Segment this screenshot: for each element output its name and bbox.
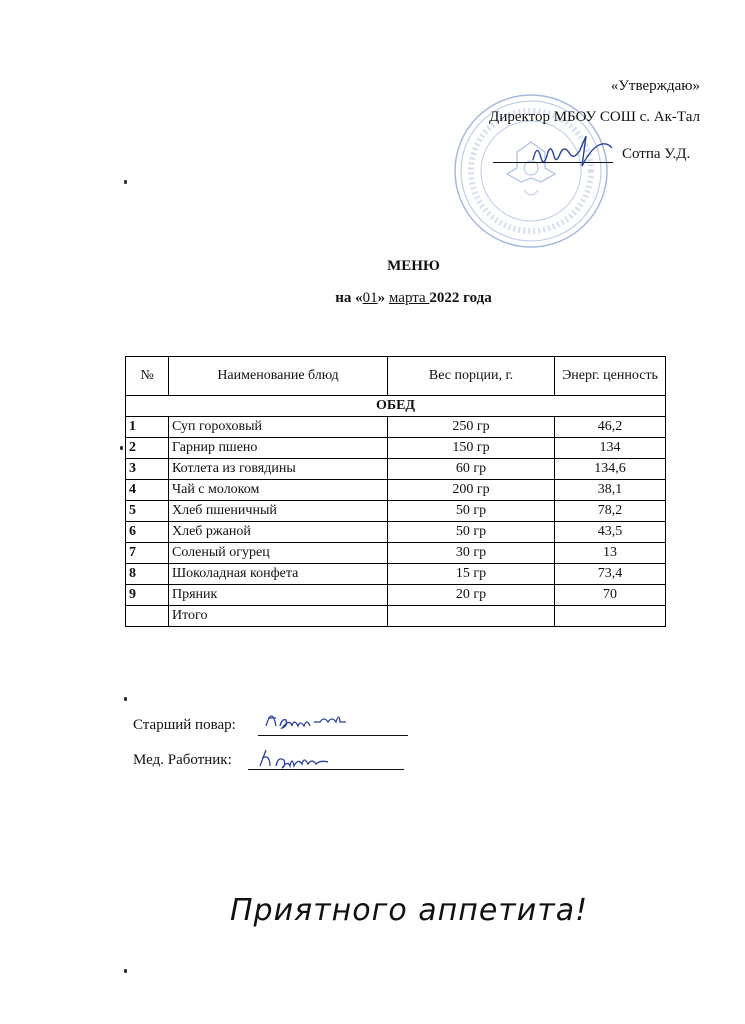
row-energy: 46,2 [555, 417, 666, 438]
row-weight: 50 гр [388, 501, 555, 522]
row-number: 5 [126, 501, 169, 522]
med-worker-label: Мед. Работник: [133, 752, 232, 768]
scan-speck [124, 697, 127, 701]
table-row [126, 417, 666, 438]
table-header-row [126, 357, 666, 396]
row-energy: 134,6 [555, 459, 666, 480]
approval-name: Сотпа У.Д. [622, 146, 691, 162]
approval-position: Директор МБОУ СОШ с. Ак-Тал [489, 109, 700, 125]
row-dish-name: Суп гороховый [169, 417, 388, 438]
total-number-cell [126, 606, 169, 627]
row-dish-name: Хлеб ржаной [169, 522, 388, 543]
row-dish-name: Гарнир пшено [169, 438, 388, 459]
row-dish-name: Котлета из говядины [169, 459, 388, 480]
menu-title: МЕНЮ [387, 258, 440, 274]
row-energy: 13 [555, 543, 666, 564]
med-worker-signature [254, 744, 354, 770]
section-row [126, 396, 666, 417]
row-energy: 134 [555, 438, 666, 459]
date-prefix: на « [335, 290, 363, 306]
total-row [126, 606, 666, 627]
total-energy-cell [555, 606, 666, 627]
row-number: 2 [126, 438, 169, 459]
header-number: № [126, 357, 169, 396]
table-row [126, 564, 666, 585]
chef-signature-line [258, 735, 408, 736]
menu-date [0, 290, 745, 307]
date-suffix: 2022 года [429, 290, 492, 306]
row-number: 3 [126, 459, 169, 480]
row-dish-name: Соленый огурец [169, 543, 388, 564]
date-day: 01 [362, 290, 378, 306]
table-row [126, 543, 666, 564]
footer-wish: Приятного аппетита! [230, 893, 589, 928]
menu-table [125, 356, 666, 627]
row-number: 8 [126, 564, 169, 585]
chef-signature [262, 702, 372, 732]
section-title: ОБЕД [126, 396, 666, 417]
table-row [126, 501, 666, 522]
row-weight: 30 гр [388, 543, 555, 564]
row-energy: 78,2 [555, 501, 666, 522]
table-row [126, 438, 666, 459]
row-energy: 38,1 [555, 480, 666, 501]
approval-title: «Утверждаю» [610, 78, 700, 94]
director-signature [525, 132, 625, 172]
row-weight: 60 гр [388, 459, 555, 480]
row-energy: 70 [555, 585, 666, 606]
header-portion-weight: Вес порции, г. [388, 357, 555, 396]
scan-speck [124, 180, 127, 184]
row-dish-name: Хлеб пшеничный [169, 501, 388, 522]
row-weight: 200 гр [388, 480, 555, 501]
row-weight: 150 гр [388, 438, 555, 459]
total-weight-cell [388, 606, 555, 627]
row-dish-name: Пряник [169, 585, 388, 606]
row-weight: 20 гр [388, 585, 555, 606]
header-energy-value: Энерг. ценность [555, 357, 666, 396]
row-number: 1 [126, 417, 169, 438]
table-row [126, 480, 666, 501]
row-dish-name: Чай с молоком [169, 480, 388, 501]
scan-speck [120, 446, 123, 450]
table-row [126, 585, 666, 606]
row-number: 4 [126, 480, 169, 501]
table-row [126, 522, 666, 543]
row-energy: 43,5 [555, 522, 666, 543]
row-weight: 250 гр [388, 417, 555, 438]
row-number: 9 [126, 585, 169, 606]
row-dish-name: Шоколадная конфета [169, 564, 388, 585]
chef-label: Старший повар: [133, 717, 236, 733]
row-weight: 15 гр [388, 564, 555, 585]
row-number: 6 [126, 522, 169, 543]
table-row [126, 459, 666, 480]
total-label: Итого [169, 606, 388, 627]
header-dish-name: Наименование блюд [169, 357, 388, 396]
date-mid: » [377, 290, 389, 306]
row-energy: 73,4 [555, 564, 666, 585]
row-number: 7 [126, 543, 169, 564]
scan-speck [124, 969, 127, 973]
date-month: марта [388, 290, 430, 306]
row-weight: 50 гр [388, 522, 555, 543]
